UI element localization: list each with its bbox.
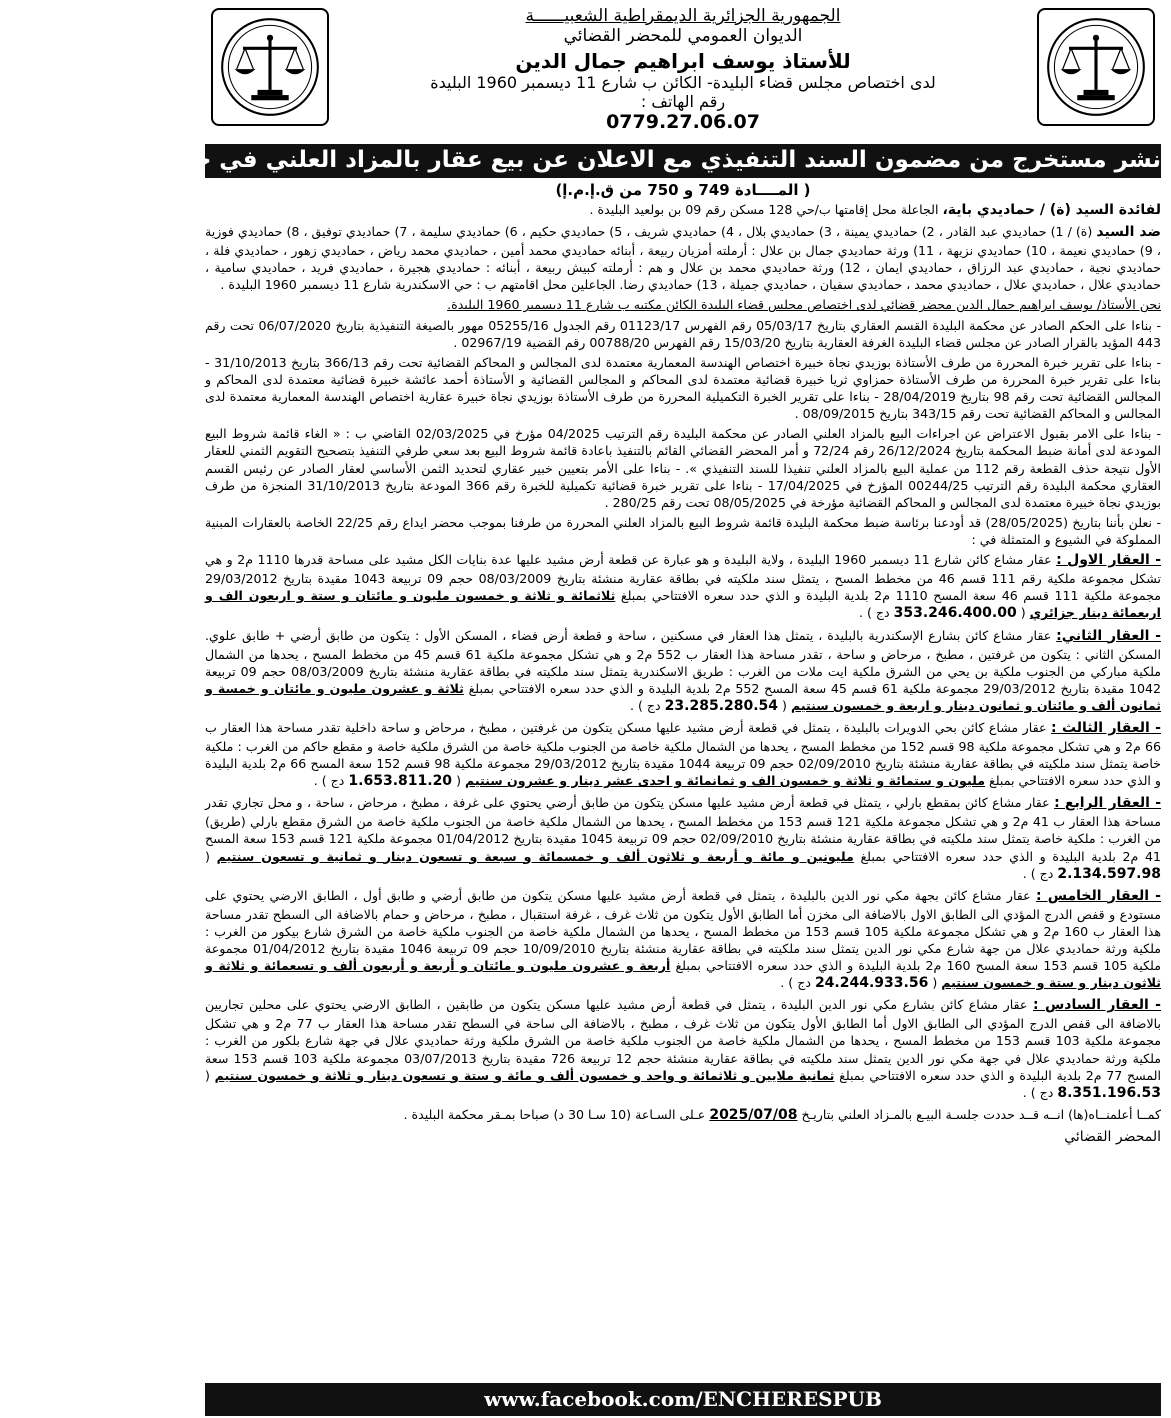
header-text — [345, 6, 1021, 134]
notice-banner: نشر مستخرج من مضمون السند التنفيذي مع الاعلان عن بيع عقار بالمزاد العلني في جريدة يومية وطنية — [205, 144, 1161, 178]
signature: المحضر القضائي — [1064, 1128, 1161, 1145]
against-text: (ة) / 1) حماديدي عبد القادر ، 2) حماديدي يمينة ، 3) حماديدي بلال ، 4) حماديدي شريف ، 5) حماديدي حكيم ، 6) حماديدي سليمة ، 7) حماديدي توفيق ، 8) حماديدي فوزية ، 9) حماديدي نعيمة ، 10) حماديدي نزيهة ، 11) ورثة حماديدي جمال بن علال : أرملته أمزيان ربيعة ، أبنائه حماديدي محمد أمين ، حماديدي محمد رياض ، حماديدي زهور ، حماديدي فلة ، حماديدي نجية ، حماديدي عبد الرزاق ، حماديدي ايمان ، 12) ورثة حماديدي محمد بن علال و هم : أرملته كبيش ربيعة ، أبنائه : حماديدي هجيرة ، حماديدي فريد ، حماديدي سامية ، حماديدي علال ، حماديدي علال ، حماديدي محمد ، حماديدي سفيان ، حماديدي جميلة ، 13) حماديدي رضا. الجاعلين محل اقامتهم ب : حي الاسكندرية شارع 11 ديسمبر 1960 البليدة . — [205, 224, 1162, 293]
property-4: - العقار الرابع : عقار مشاع كائن بمقطع بارلي ، يتمثل في قطعة أرض مشيد عليها مسكن يتكون من طابق أرضي يحتوي على غرفة ، مطبخ ، مرحاض ، ساحة ، و محل تجاري تقدر مساحة هذا العقار ب 41 م2 و هي تشكل مجموعة ملكية 121 قسم 153 من مخطط المسح ، يحدها من الشمال ملكية خاصة من الجنوب ملكية خاصة من الشرق مقطع بارلي (طريق) من الغرب : ملكية خاصة يتمثل سند ملكيته في بطاقة عقارية منشئة بتاريخ 02/09/2010 حجم 09 تربيعة 1045 مقيدة بتاريخ 01/04/2012 مجموعة ملكية 121 قسم 153 سعة المسح 41 م2 بلدية البليدة و الذي حدد سعره الافتتاحي بمبلغ مليونين و مائة و أربعة و ثلاثون ألف و خمسمائة و سبعة و تسعون دينار و ثمانية و تسعون سنتيم ( 2.134.597.98 دج ) . — [205, 795, 1162, 882]
property-label: - العقار السادس : — [1032, 997, 1161, 1014]
property-label: - العقار الرابع : — [1054, 795, 1162, 812]
footer-link[interactable]: www.facebook.com/ENCHERESPUB — [205, 1383, 1161, 1416]
property-price-words: أربعة و عشرون مليون و مائتان و أربعة و أربعون ألف و تسعمائة و ثلاثة و ثلاثون دينار و ستة و خمسون سنتيم — [205, 958, 1161, 991]
property-2: - العقار الثاني: عقار مشاع كائن بشارع الإسكندرية بالبليدة ، يتمثل هذا العقار في مسكنين ، ساحة و قطعة أرض فضاء ، المسكن الأول : يتكون من طابق أرضي + طابق علوي. المسكن الثاني : يتكون من غرفتين ، مطبخ ، مرحاض و ساحة ، تقدر مساحة هذا العقار ب 552 م2 و هي تشكل مجموعة ملكية 61 قسم 45 من مخطط المسح ، يحدها من الشمال ملكية مباركي من الجنوب ملكية بن يحي من الشرق ملكية ايت ملات من الغرب : طريق الاسكندرية يتمثل سند ملكيته في بطاقة عقارية منشئة بتاريخ 08/03/2009 حجم 09 تربيعة 1042 مقيدة بتاريخ 29/03/2012 مجموعة ملكية 61 قسم 45 سعة المسح 552 م2 بلدية البليدة و الذي حدد سعره الافتتاحي بمبلغ ثلاثة و عشرون مليون و مائتان و خمسة و ثمانون ألف و مائتان و ثمانون دينار و اربعة و خمسون سنتيم ( 23.285.280.54 دج ) . — [205, 627, 1161, 714]
property-6: - العقار السادس : عقار مشاع كائن بشارع مكي نور الدين البليدة ، يتمثل في قطعة أرض مشيد عليها مسكن يتكون من طابقين ، الطابق الارضي يحتوي على محلين تجاريين بالاضافة الى قفص الدرج المؤدي الى الطابق الاول أما الطابق الأول يتكون من ثلاث غرف ، مطبخ ، بالاضافة الى ساحة في السطح تقدر مساحة هذا العقار ب 77 م2 و هي تشكل مجموعة ملكية 103 قسم 153 من مخطط المسح ، يحدها من الشمال ملكية خاصة من الجنوب ملكية خاصة من الشرق ملكية ورثة حماديدي علال في جهة شارع بلكور من الغرب : ملكية ورثة حماديدي علال في جهة مكي نور الدين يتمثل سند ملكيته في بطاقة عقارية منشئة حجم 12 تربيعة 726 مقيدة بتاريخ 03/07/2013 مجموعة ملكية 103 قسم 153 سعة المسح 77 م2 بلدية البليدة و الذي حدد سعره الافتتاحي بمبلغ ثمانية ملايين و ثلاثمائة و واحد و خمسون ألف و مائة و ستة و تسعون دينار و ثلاثة و خمسون سنتيم ( 8.351.196.53 دج ) . — [205, 997, 1162, 1101]
property-price: 23.285.280.54 — [664, 697, 779, 714]
scales-of-justice-seal-left — [211, 8, 329, 126]
scales-of-justice-seal-right — [1037, 8, 1155, 126]
phone-label: رقم الهاتف : — [640, 91, 726, 111]
property-description: عقار مشاع كائن بشارع الإسكندرية بالبليدة ، يتمثل هذا العقار في مسكنين ، ساحة و قطعة أرض فضاء ، المسكن الأول : يتكون من طابق أرضي + طابق علوي. المسكن الثاني : يتكون من غرفتين ، مطبخ ، مرحاض و ساحة ، تقدر مساحة هذا العقار ب 552 م2 و هي تشكل مجموعة ملكية 61 قسم 45 من مخطط المسح ، يحدها من الشمال ملكية مباركي من الجنوب ملكية بن يحي من الشرق ملكية ايت ملات من الغرب : طريق الاسكندرية يتمثل سند ملكيته في بطاقة عقارية منشئة بتاريخ 08/03/2009 حجم 09 تربيعة 1042 مقيدة بتاريخ 29/03/2012 مجموعة ملكية 61 قسم 45 سعة المسح 552 م2 بلدية البليدة و الذي حدد سعره الافتتاحي بمبلغ — [205, 627, 1161, 696]
property-label: - العقار الثاني: — [1056, 627, 1161, 644]
phone-number: 0779.27.06.07 — [606, 111, 760, 134]
deposit-paragraph: - نعلن بأننا بتاريخ (28/05/2025) قد أودعنا برئاسة ضبط محكمة البليدة قائمة شروط البيع بالمزاد العلني المحررة من طرفنا بموجب محضر ايداع رقم 22/25 الخاصة بالعقارات المبنية المملوكة في الشيوع و المتمثلة في : — [205, 514, 1161, 548]
property-price: 2.134.597.98 — [1057, 865, 1161, 882]
beneficiary-paragraph — [205, 201, 1161, 220]
property-label: - العقار الخامس : — [1035, 887, 1161, 904]
legal-articles: ( المــــادة 749 و 750 من ق.إ.م.إ) — [555, 181, 811, 199]
property-price: 24.244.933.56 — [814, 975, 929, 992]
against-paragraph — [205, 223, 1161, 293]
property-description: عقار مشاع كائن شارع 11 ديسمبر 1960 البليدة ، ولاية البليدة و هو عبارة عن قطعة أرض مشيد عليها عدة بنايات الكل مشيد على مساحة قدرها 1110 م2 و هي تشكل مجموعة ملكية رقم 111 قسم 46 من مخطط المسح ، يتمثل سند ملكيته في بطاقة عقارية منشئة بتاريخ 08/03/2009 حجم 09 تربيعة 1043 مقيدة بتاريخ 29/03/2012 مجموعة ملكية 111 قسم 46 سعة المسح 1110 م2 بلدية البليدة و الذي حدد سعره الافتتاحي بمبلغ — [205, 552, 1162, 604]
bailiff-statement: نحن الأستاذ/ يوسف ابراهيم جمال الدين محضر قضائي لدى اختصاص مجلس قضاء البليدة الكائن مكتبه ب شارع 11 ديسمبر 1960 البليدة. — [447, 297, 1161, 313]
objection-paragraph: - بناءا على الامر بقبول الاعتراض عن اجراءات البيع بالمزاد العلني الصادر عن محكمة البليدة رقم الترتيب 04/2025 مؤرخ في 02/03/2025 القاضي ب : « الغاء قائمة شروط البيع المودعة لدى أمانة ضبط المحكمة بتاريخ 26/12/2024 رقم 72/24 و أمر المحضر القضائي القائم بالتنفيذ باعادة قائمة شروط البيع بعد سعي طرفي التنفيذ بتصحيح التقويم الثمني للعقار الأول نتيجة حذف القطعة رقم 112 من عملية البيع بالمزاد العلني تنفيذا للسند التنفيذي ». - بناءا على الأمر بتعيين خبير عقاري لتحديد الثمن الأساسي لعقار الصادر عن رئيس القسم العقاري محكمة البليدة رقم الترتيب 00244/25 المؤرخ في 17/04/2025 - بناءا على تقرير خبرة قضائية تكميلية للخبرة رقم 366 المودعة بتاريخ 31/10/2013 المنجزة من طرف بوزيدي نجاة خبيرة معتمدة لدى المجالس و المحاكم القضائية مؤرخة في 08/05/2025 تحت رقم 280/25 . — [205, 426, 1162, 510]
property-price-words: ثلاثمائة و ثلاثة و خمسون مليون و مائتان و ستة و اربعون الف و اربعمائة دينار جزائري — [205, 588, 1161, 621]
property-price: 1.653.811.20 — [348, 773, 453, 790]
property-description: عقار مشاع كائن بمقطع بارلي ، يتمثل في قطعة أرض مشيد عليها مسكن يتكون من طابق أرضي يحتوي على غرفة ، مطبخ ، مرحاض ، ساحة ، و محل تجاري تقدر مساحة هذا العقار ب 41 م2 و هي تشكل مجموعة ملكية 121 قسم 153 من مخطط المسح ، يحدها من الشمال ملكية خاصة من الجنوب ملكية خاصة من الشرق مقطع بارلي (طريق) من الغرب : ملكية خاصة يتمثل سند ملكيته في بطاقة عقارية منشئة بتاريخ 02/09/2010 حجم 09 تربيعة 1045 مقيدة بتاريخ 01/04/2012 مجموعة ملكية 121 قسم 153 سعة المسح 41 م2 بلدية البليدة و الذي حدد سعره الافتتاحي بمبلغ — [205, 795, 1162, 864]
beneficiary-label: لفائدة السيد (ة) / حماديدي باية، — [942, 202, 1161, 218]
judgment-paragraph: - بناءا على الحكم الصادر عن محكمة البليدة القسم العقاري بتاريخ 05/03/17 رقم الفهرس 01123/17 رقم الجدول 05255/16 مهور بالصيغة التنفيذية بتاريخ 06/07/2020 تحت رقم 443 المؤيد بالقرار الصادر عن مجلس قضاء البليدة الغرفة العقارية بتاريخ 15/03/20 رقم الفهرس 00788/20 رقم القضية 02967/19 . — [205, 317, 1161, 350]
property-description: عقار مشاع كائن بحي الدويرات بالبليدة ، يتمثل في قطعة أرض مشيد عليها مسكن يتكون من غرفتين ، مطبخ ، مرحاض و ساحة داخلية تقدر مساحة هذا العقار ب 66 م2 و هي تشكل مجموعة ملكية 98 قسم 152 من مخطط المسح ، يحدها من الشمال ملكية خاصة من الجنوب ملكية خاصة من الشرق ملكية خاصة و مقطع حاكم من الغرب : ملكية خاصة يتمثل سند ملكيته في بطاقة عقارية منشئة بتاريخ 02/09/2010 حجم 09 تربيعة 1044 مقيدة بتاريخ 29/03/2012 مجموعة ملكية 98 قسم 152 سعة المسح 66 م2 بلدية البليدة و الذي حدد سعره الافتتاحي بمبلغ — [205, 719, 1161, 789]
beneficiary-text: الجاعلة محل إقامتها ب/حي 128 مسكن رقم 09 بن بولعيد البليدة . — [589, 202, 943, 217]
expertise-paragraph: - بناءا على تقرير خبرة المحررة من طرف الأستاذة بوزيدي نجاة خبيرة اختصاص الهندسة المعمارية معتمدة لدى المجالس و المحاكم القضائية تحت رقم 366/13 بتاريخ 31/10/2013 - بناءا على تقرير خبرة المحررة من طرف الأستاذة حمزاوي ثريا خبيرة قضائية معتمدة لدى المحاكم و المجالس القضائية و الأستاذة أحمد عائشة خبيرة قضائية معتمدة لدى المحاكم و المجالس القضائية تحت رقم 98 بتاريخ 28/04/2019 - بناءا على تقرير الخبرة التكميلية المحررة من طرف الأستاذة بوزيدي نجاة خبيرة عقارية اختصاص الهندسة المعمارية معتمدة لدى المجالس و المحاكم القضائية تحت رقم 343/15 بتاريخ 08/09/2015 . — [205, 354, 1161, 422]
property-description: عقار مشاع كائن بشارع مكي نور الدين البليدة ، يتمثل في قطعة أرض مشيد عليها مسكن يتكون من طابقين ، الطابق الارضي يحتوي على محلين تجاريين بالاضافة الى قفص الدرج المؤدي الى الطابق الاول أما الطابق الأول يتكون من ثلاث غرف ، مطبخ ، بالاضافة الى ساحة في السطح تقدر مساحة هذا العقار ب 77 م2 و هي تشكل مجموعة ملكية 103 قسم 153 من مخطط المسح ، يحدها من الشمال ملكية خاصة من الجنوب ملكية خاصة من الشرق ملكية ورثة حماديدي علال في جهة شارع بلكور من الغرب : ملكية ورثة حماديدي علال في جهة مكي نور الدين يتمثل سند ملكيته في بطاقة عقارية منشئة حجم 12 تربيعة 726 مقيدة بتاريخ 03/07/2013 مجموعة ملكية 103 قسم 153 سعة المسح 77 م2 بلدية البليدة و الذي حدد سعره الافتتاحي بمبلغ — [205, 997, 1162, 1083]
property-price-words: ثمانية ملايين و ثلاثمائة و واحد و خمسون ألف و مائة و ستة و تسعون دينار و ثلاثة و خمسون سنتيم — [214, 1067, 835, 1083]
property-3: - العقار الثالث : عقار مشاع كائن بحي الدويرات بالبليدة ، يتمثل في قطعة أرض مشيد عليها مسكن يتكون من غرفتين ، مطبخ ، مرحاض و ساحة داخلية تقدر مساحة هذا العقار ب 66 م2 و هي تشكل مجموعة ملكية 98 قسم 152 من مخطط المسح ، يحدها من الشمال ملكية خاصة من الجنوب ملكية خاصة من الشرق ملكية خاصة و مقطع حاكم من الغرب : ملكية خاصة يتمثل سند ملكيته في بطاقة عقارية منشئة بتاريخ 02/09/2010 حجم 09 تربيعة 1044 مقيدة بتاريخ 29/03/2012 مجموعة ملكية 98 قسم 152 سعة المسح 66 م2 بلدية البليدة و الذي حدد سعره الافتتاحي بمبلغ مليون و ستمائة و ثلاثة و خمسون الف و ثمانمائة و احدى عشر دينار و عشرون سنتيم ( 1.653.811.20 دج ) . — [205, 719, 1161, 790]
property-label: - العقار الاول : — [1056, 552, 1162, 569]
bailiff-name: للأستاذ يوسف ابراهيم جمال الدين — [515, 48, 851, 73]
header — [205, 6, 1161, 140]
closing-text-end: عـلى السـاعة (10 سـا 30 د) صباحا بمـقر محكمة البليدة . — [403, 1106, 710, 1122]
property-price: 353.246.400.00 — [893, 605, 1017, 622]
property-price-words: مليونين و مائة و أربعة و ثلاثون ألف و خمسمائة و سبعة و تسعون دينار و ثمانية و تسعون سنتيم — [216, 848, 854, 864]
jurisdiction-line: لدى اختصاص مجلس قضاء البليدة- الكائن ب شارع 11 ديسمبر 1960 البليدة — [430, 72, 936, 92]
scales-icon — [218, 15, 322, 119]
property-1: - العقار الاول : عقار مشاع كائن شارع 11 ديسمبر 1960 البليدة ، ولاية البليدة و هو عبارة عن قطعة أرض مشيد عليها عدة بنايات الكل مشيد على مساحة قدرها 1110 م2 و هي تشكل مجموعة ملكية رقم 111 قسم 46 من مخطط المسح ، يتمثل سند ملكيته في بطاقة عقارية منشئة بتاريخ 08/03/2009 حجم 09 تربيعة 1043 مقيدة بتاريخ 29/03/2012 مجموعة ملكية 111 قسم 46 سعة المسح 1110 م2 بلدية البليدة و الذي حدد سعره الافتتاحي بمبلغ ثلاثمائة و ثلاثة و خمسون مليون و مائتان و ستة و اربعون الف و اربعمائة دينار جزائري ( 353.246.400.00 دج ) . — [205, 552, 1162, 622]
closing-paragraph — [205, 1106, 1161, 1125]
auction-date: 2025/07/08 — [709, 1106, 798, 1123]
against-label: ضد السيد — [1096, 224, 1162, 241]
property-5: - العقار الخامس : عقار مشاع كائن بجهة مكي نور الدين بالبليدة ، يتمثل في قطعة أرض مشيد عليها مسكن يتكون من طابق أرضي و طابق أول ، الطابق الارضي يحتوي على مستودع و قفص الدرج المؤدي الى الطابق الاول بالاضافة الى مخزن أما الطابق الأول يتكون من ثلاث غرف ، غرفة استقبال ، مطبخ ، مرحاض و حمام بالاضافة الى السطح تقدر مساحة هذا العقار ب 160 م2 و هي تشكل مجموعة ملكية 105 قسم 153 من مخطط المسح ، يحدها من الشمال ملكية خاصة من الجنوب ملكية خاصة من الشرق شارع بيكور من الغرب : ملكية ورثة حماديدي علال من جهة شارع مكي نور الدين يتمثل سند ملكيته في بطاقة عقارية منشئة بتاريخ 10/09/2010 حجم 09 تربيعة 1046 مقيدة بتاريخ 01/04/2012 مجموعة ملكية 105 قسم 153 سعة المسح 160 م2 بلدية البليدة و الذي حدد سعره الافتتاحي بمبلغ أربعة و عشرون مليون و مائتان و أربعة و أربعون ألف و تسعمائة و ثلاثة و ثلاثون دينار و ستة و خمسون سنتيم ( 24.244.933.56 دج ) . — [205, 887, 1162, 992]
property-price: 8.351.196.53 — [1057, 1084, 1161, 1101]
closing-text: كمــا أعلمنــاه(ها) انــه قــد حددت جلسـة البيـع بالمـزاد العلني بتاريـخ — [797, 1106, 1161, 1122]
property-description: عقار مشاع كائن بجهة مكي نور الدين بالبليدة ، يتمثل في قطعة أرض مشيد عليها مسكن يتكون من طابق أرضي و طابق أول ، الطابق الارضي يحتوي على مستودع و قفص الدرج المؤدي الى الطابق الاول بالاضافة الى مخزن أما الطابق الأول يتكون من ثلاث غرف ، غرفة استقبال ، مطبخ ، مرحاض و حمام بالاضافة الى السطح تقدر مساحة هذا العقار ب 160 م2 و هي تشكل مجموعة ملكية 105 قسم 153 من مخطط المسح ، يحدها من الشمال ملكية خاصة من الجنوب ملكية خاصة من الشرق شارع بيكور من الغرب : ملكية ورثة حماديدي علال من جهة شارع مكي نور الدين يتمثل سند ملكيته في بطاقة عقارية منشئة بتاريخ 10/09/2010 حجم 09 تربيعة 1046 مقيدة بتاريخ 01/04/2012 مجموعة ملكية 105 قسم 153 سعة المسح 160 م2 بلدية البليدة و الذي حدد سعره الافتتاحي بمبلغ — [205, 887, 1162, 974]
notice-body — [205, 201, 1161, 1125]
property-label: - العقار الثالث : — [1050, 719, 1161, 736]
office-title: الديوان العمومي للمحضر القضائي — [563, 26, 803, 47]
republic-title: الجمهورية الجزائرية الديمقراطية الشعبيــــــة — [525, 6, 841, 26]
scales-icon — [1044, 15, 1148, 119]
property-price-words: مليون و ستمائة و ثلاثة و خمسون الف و ثمانمائة و احدى عشر دينار و عشرون سنتيم — [464, 773, 986, 789]
property-price-words: ثلاثة و عشرون مليون و مائتان و خمسة و ثمانون ألف و مائتان و ثمانون دينار و اربعة و خمسون سنتيم — [205, 680, 1161, 713]
